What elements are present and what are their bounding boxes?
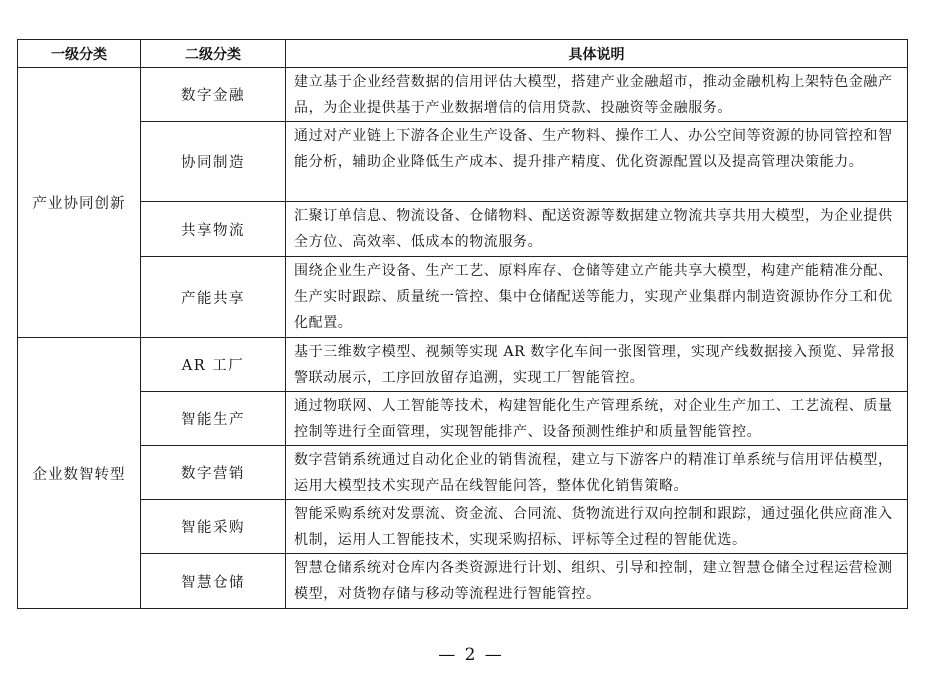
- description-cell: 汇聚订单信息、物流设备、仓储物料、配送资源等数据建立物流共享共用大模型，为企业提供全方位、高效率、低成本的物流服务。: [286, 202, 908, 257]
- secondary-category-cell: 智慧仓储: [141, 554, 286, 609]
- header-secondary-category: 二级分类: [141, 40, 286, 68]
- secondary-category-cell: AR 工厂: [141, 338, 286, 392]
- description-cell: 数字营销系统通过自动化企业的销售流程，建立与下游客户的精准订单系统与信用评估模型，运用大模型技术实现产品在线智能问答，整体优化销售策略。: [286, 446, 908, 500]
- secondary-category-cell: 产能共享: [141, 257, 286, 338]
- table-row: [18, 257, 908, 338]
- classification-table: [17, 39, 908, 609]
- secondary-category-cell: 共享物流: [141, 202, 286, 257]
- secondary-category-cell: 数字金融: [141, 68, 286, 122]
- table-header-row: [18, 40, 908, 68]
- header-primary-category: 一级分类: [18, 40, 141, 68]
- description-cell: 建立基于企业经营数据的信用评估大模型，搭建产业金融超市，推动金融机构上架特色金融产品，为企业提供基于产业数据增信的信用贷款、投融资等金融服务。: [286, 68, 908, 122]
- primary-category-cell: 企业数智转型: [18, 338, 141, 609]
- header-description: 具体说明: [286, 40, 908, 68]
- table-row: [18, 554, 908, 609]
- description-cell: 通过对产业链上下游各企业生产设备、生产物料、操作工人、办公空间等资源的协同管控和智能分析，辅助企业降低生产成本、提升排产精度、优化资源配置以及提高管理决策能力。: [286, 122, 908, 202]
- secondary-category-cell: 协同制造: [141, 122, 286, 202]
- table-row: [18, 500, 908, 554]
- secondary-category-cell: 智能生产: [141, 392, 286, 446]
- table-row: [18, 202, 908, 257]
- table-row: [18, 446, 908, 500]
- secondary-category-cell: 数字营销: [141, 446, 286, 500]
- table-row: [18, 122, 908, 202]
- description-cell: 智能采购系统对发票流、资金流、合同流、货物流进行双向控制和跟踪，通过强化供应商准入机制，运用人工智能技术，实现采购招标、评标等全过程的智能优选。: [286, 500, 908, 554]
- description-cell: 通过物联网、人工智能等技术，构建智能化生产管理系统，对企业生产加工、工艺流程、质量控制等进行全面管理，实现智能排产、设备预测性维护和质量智能管控。: [286, 392, 908, 446]
- description-cell: 智慧仓储系统对仓库内各类资源进行计划、组织、引导和控制，建立智慧仓储全过程运营检测模型，对货物存储与移动等流程进行智能管控。: [286, 554, 908, 609]
- table-row: [18, 68, 908, 122]
- description-cell: 基于三维数字模型、视频等实现 AR 数字化车间一张图管理，实现产线数据接入预览、异常报警联动展示，工序回放留存追溯，实现工厂智能管控。: [286, 338, 908, 392]
- table-row: [18, 338, 908, 392]
- description-cell: 围绕企业生产设备、生产工艺、原料库存、仓储等建立产能共享大模型，构建产能精准分配、生产实时跟踪、质量统一管控、集中仓储配送等能力，实现产业集群内制造资源协作分工和优化配置。: [286, 257, 908, 338]
- secondary-category-cell: 智能采购: [141, 500, 286, 554]
- page-number: — 2 —: [438, 645, 504, 665]
- table-row: [18, 392, 908, 446]
- primary-category-cell: 产业协同创新: [18, 68, 141, 338]
